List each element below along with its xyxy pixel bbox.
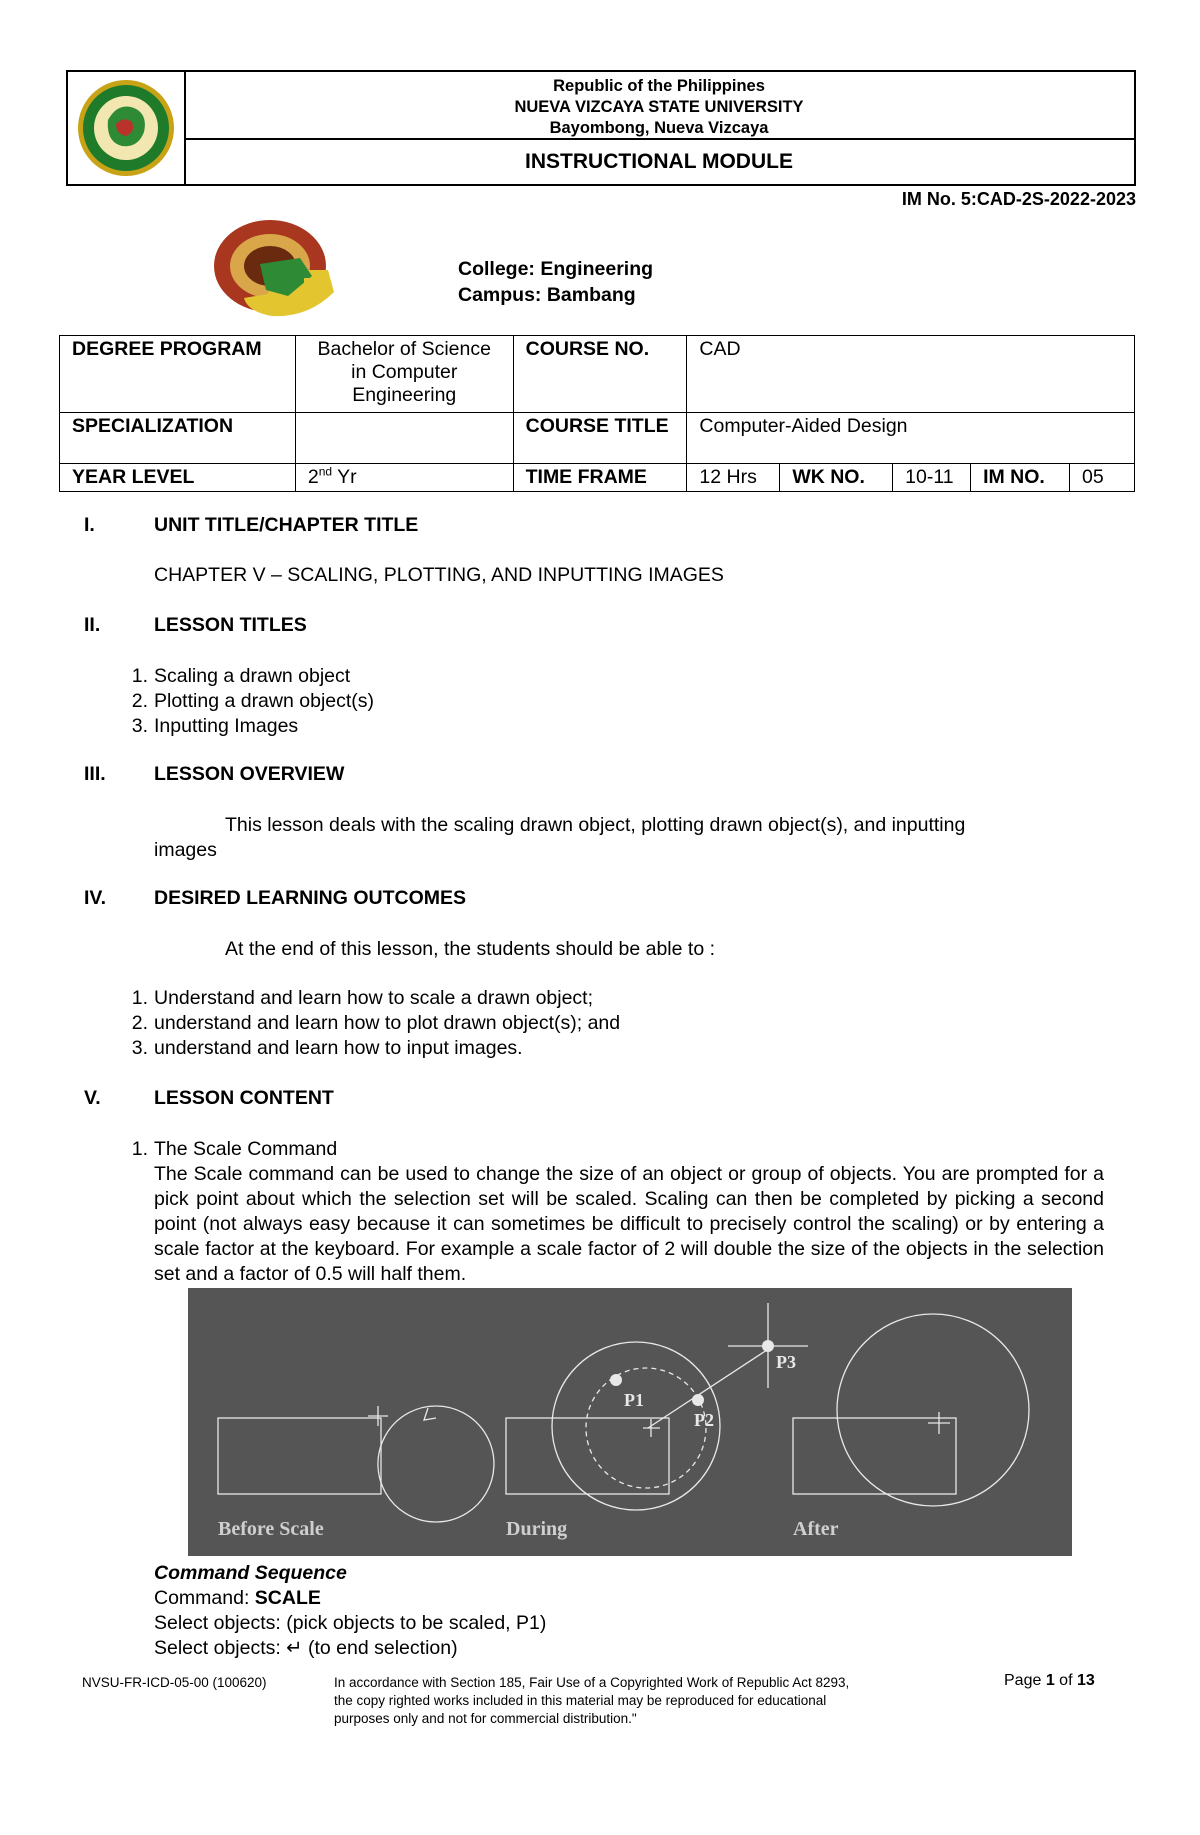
list-item: 2. understand and learn how to plot drawn object(s); and [131,1012,621,1034]
time-frame-value: 12 Hrs [687,464,780,492]
time-frame-label: TIME FRAME [513,464,687,492]
year-level-label: YEAR LEVEL [60,464,296,492]
course-title-value: Computer-Aided Design [687,413,1135,464]
campus-name: Campus: Bambang [458,284,636,306]
list-item: 3. understand and learn how to input images. [131,1037,523,1059]
course-no-label: COURSE NO. [513,336,687,413]
header-line-university: NUEVA VIZCAYA STATE UNIVERSITY [514,98,804,116]
section-3-title: LESSON OVERVIEW [154,763,345,785]
section-1-number: I. [84,514,95,536]
label-during: During [506,1518,568,1540]
enter-key-icon: ↵ [286,1637,303,1659]
course-info-table [59,335,1135,492]
content-item-1-number: 1. [131,1138,148,1160]
section-3-number: III. [84,763,106,785]
im-no-value: 05 [1069,464,1134,492]
specialization-value [295,413,513,464]
command-line-1: Command: SCALE [154,1587,321,1609]
command-line-3: Select objects: ↵ (to end selection) [154,1637,458,1659]
lesson-titles-list [131,664,375,739]
overview-text-line2: images [154,839,217,861]
command-name: SCALE [254,1587,321,1609]
college-name: College: Engineering [458,258,654,280]
section-2-number: II. [84,614,101,636]
scale-command-heading: The Scale Command [154,1138,338,1160]
college-logo-icon [208,214,342,324]
university-seal-cell [68,72,186,184]
copyright-notice: In accordance with Section 185, Fair Use of a Copyrighted Work of Republic Act 8293, the copy righted works included in this material may be reproduced for educational purposes only and not for commercial distribution." [334,1675,850,1726]
year-level-number: 2 [307,466,319,488]
list-item: 1. Understand and learn how to scale a drawn object; [131,987,594,1009]
specialization-label: SPECIALIZATION [60,413,296,464]
label-after: After [793,1518,839,1540]
year-level-value [295,464,513,492]
course-title-label: COURSE TITLE [513,413,687,464]
im-no-label: IM NO. [971,464,1070,492]
header-line-republic: Republic of the Philippines [553,77,765,95]
list-item: 3. Inputting Images [131,715,299,737]
label-before-scale: Before Scale [218,1518,324,1540]
header-line-location: Bayombong, Nueva Vizcaya [549,119,769,137]
year-level-ordinal: nd [318,464,333,479]
after-circle [837,1314,1029,1506]
p2-label: P2 [694,1410,714,1430]
during-rectangle [506,1418,669,1494]
course-no-value: CAD [687,336,1135,413]
p1-marker [610,1374,622,1386]
section-2-title: LESSON TITLES [154,614,307,636]
im-number: IM No. 5:CAD-2S-2022-2023 [901,189,1136,209]
form-code: NVSU-FR-ICD-05-00 (100620) [82,1675,267,1690]
section-1-title: UNIT TITLE/CHAPTER TITLE [154,514,419,536]
scale-diagram [188,1288,1072,1556]
degree-program-value: Bachelor of Science in Computer Engineering [295,336,513,413]
overview-text-line1: This lesson deals with the scaling drawn object, plotting drawn object(s), and inputting [225,814,966,836]
wk-no-label: WK NO. [780,464,893,492]
p3-marker [762,1340,774,1352]
college-campus-block [458,256,653,308]
list-item: 1. Scaling a drawn object [131,665,351,687]
before-circle [378,1406,494,1522]
section-4-number: IV. [84,887,107,909]
learning-outcomes-list [131,986,621,1061]
header-title-cell [184,72,1134,140]
year-level-suffix: Yr [332,466,357,488]
before-rectangle [218,1418,381,1494]
document-header [66,70,1136,186]
p1-label: P1 [624,1390,644,1410]
p2-marker [692,1394,704,1406]
command-sequence-heading: Command Sequence [154,1562,347,1584]
module-title: INSTRUCTIONAL MODULE [525,150,793,173]
wk-no-value: 10-11 [893,464,971,492]
section-5-number: V. [84,1087,101,1109]
section-5-title: LESSON CONTENT [154,1087,334,1109]
list-item: 2. Plotting a drawn object(s) [131,690,375,712]
outcomes-intro: At the end of this lesson, the students should be able to : [225,938,715,960]
chapter-title: CHAPTER V – SCALING, PLOTTING, AND INPUTTING IMAGES [154,564,724,586]
scale-command-description: The Scale command can be used to change the size of an object or group of objects. You are prompted for a pick point about which the selection set will be scaled. Scaling can then be completed by picking a second point (not always easy because it can sometimes be difficult to precisely control the scaling) or by entering a scale factor at the keyboard. For example a scale factor of 2 will double the size of the objects in the selection set and a factor of 0.5 will half them. [154,1163,1104,1285]
section-4-title: DESIRED LEARNING OUTCOMES [154,887,467,909]
p3-label: P3 [776,1352,796,1372]
after-rectangle [793,1418,956,1494]
page-number: Page 1 of 13 [1004,1672,1095,1689]
scale-illustration [188,1288,1072,1556]
university-seal-icon [68,72,184,184]
command-line-2: Select objects: (pick objects to be scaled, P1) [154,1612,547,1634]
degree-program-label: DEGREE PROGRAM [60,336,296,413]
